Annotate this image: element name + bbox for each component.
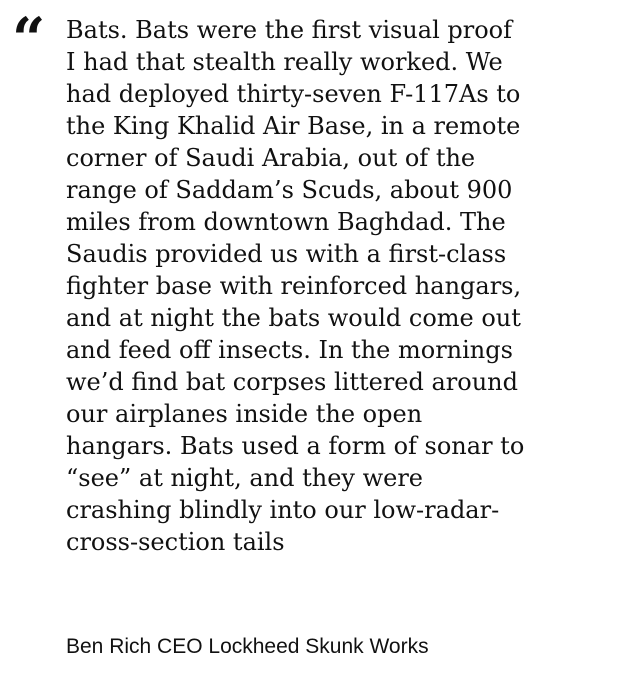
quote-line: and feed off insects. In the mornings: [66, 336, 513, 364]
quote-line: Saudis provided us with a first-class: [66, 240, 507, 268]
quote-line: “see” at night, and they were: [66, 464, 423, 492]
quote-line: the King Khalid Air Base, in a remote: [66, 112, 521, 140]
quote-line: cross-section tails: [66, 528, 285, 556]
quote-body: [66, 14, 616, 558]
quote-line: hangars. Bats used a form of sonar to: [66, 432, 525, 460]
quote-attribution: Ben Rich CEO Lockheed Skunk Works: [66, 635, 429, 658]
quote-line: miles from downtown Baghdad. The: [66, 208, 506, 236]
quote-line: Bats. Bats were the first visual proof: [66, 16, 512, 44]
quote-line: range of Saddam’s Scuds, about 900: [66, 176, 513, 204]
quote-line: our airplanes inside the open: [66, 400, 423, 428]
quote-line: crashing blindly into our low-radar-: [66, 496, 500, 524]
quote-line: had deployed thirty-seven F-117As to: [66, 80, 521, 108]
quote-line: and at night the bats would come out: [66, 304, 521, 332]
quote-line: I had that stealth really worked. We: [66, 48, 503, 76]
quote-line: we’d find bat corpses littered around: [66, 368, 518, 396]
quote-mark-icon: “: [12, 5, 46, 73]
quote-line: fighter base with reinforced hangars,: [66, 272, 522, 300]
quote-line: corner of Saudi Arabia, out of the: [66, 144, 476, 172]
